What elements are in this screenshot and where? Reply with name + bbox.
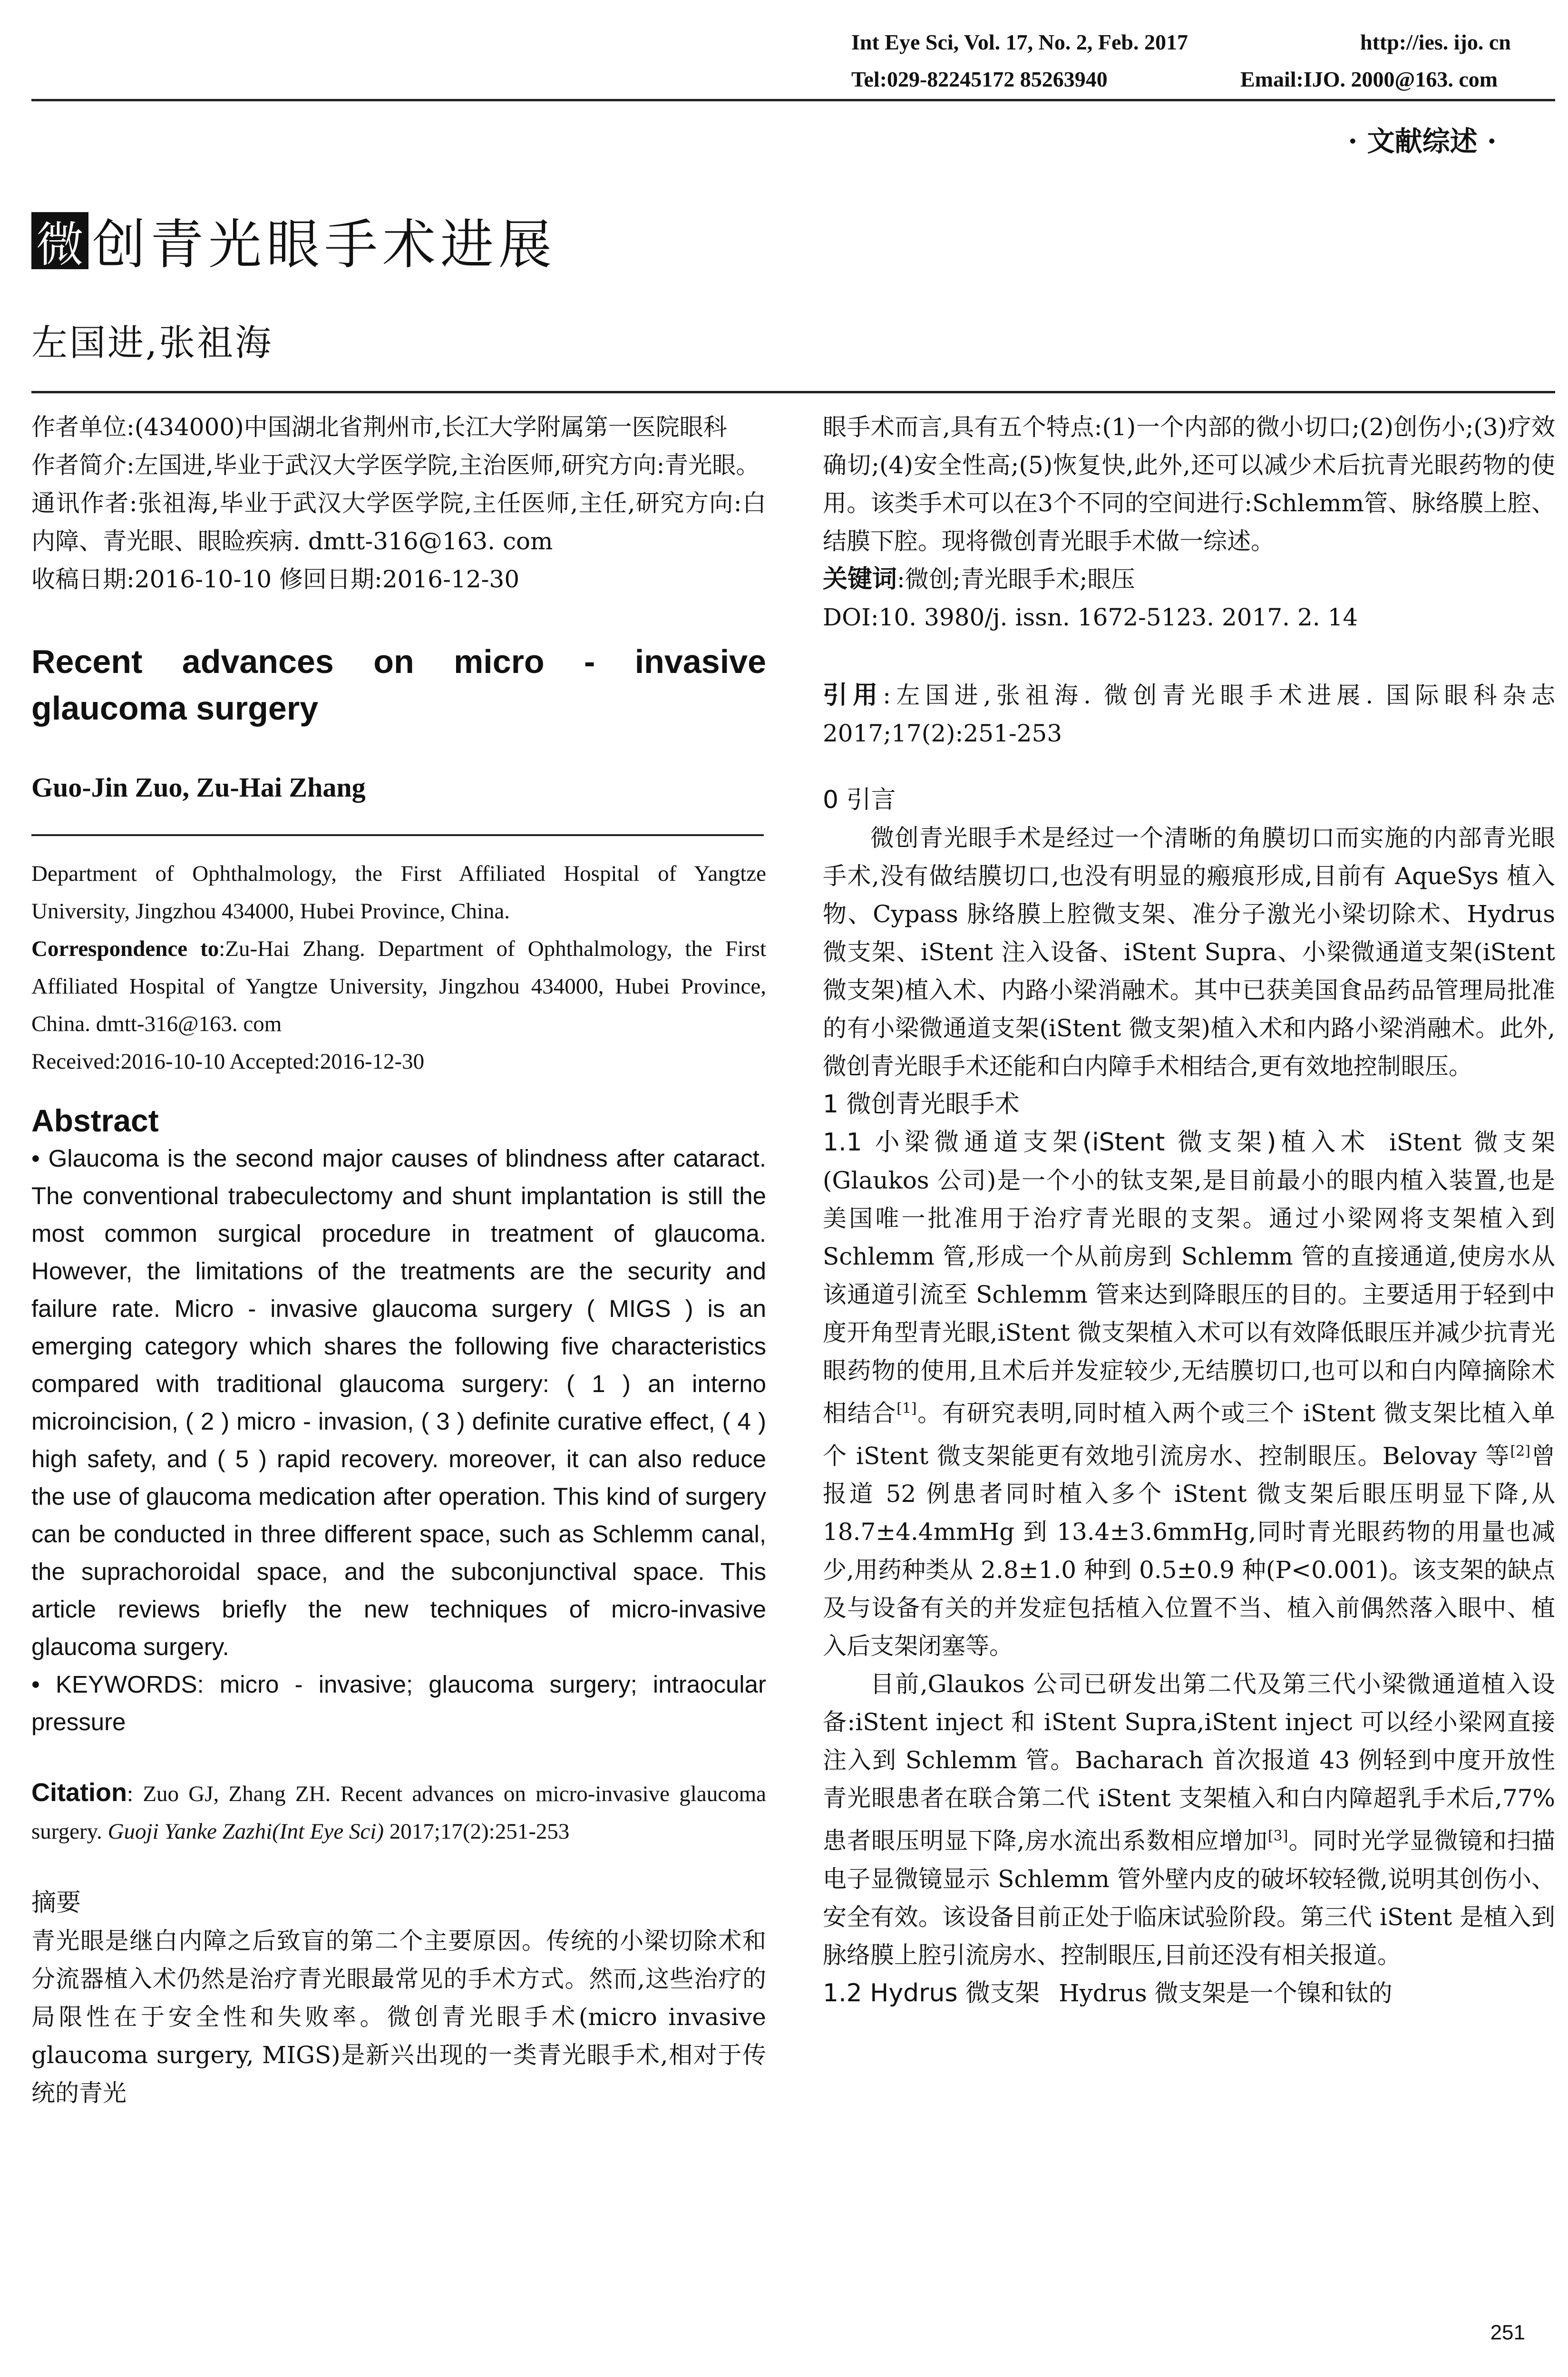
title-rule [31,391,1555,393]
citation-label-cn: 引用 [823,681,883,710]
article-title [31,202,556,279]
citation-label: Citation [31,1778,127,1807]
chinese-abstract-right: 眼手术而言,具有五个特点:(1)一个内部的微小切口;(2)创伤小;(3)疗效确切;(4)安全性高;(5)恢复快,此外,还可以减少术后抗青光眼药物的使用。该类手术可以在3个不同的空间进行:Schlemm管、脉络膜上腔、结膜下腔。现将微创青光眼手术做一综述。 [823,413,1555,555]
chinese-abstract-left: 青光眼是继白内障之后致盲的第二个主要原因。传统的小梁切除术和分流器植入术仍然是治疗青光眼最常见的手术方式。然而,这些治疗的局限性在于安全性和失败率。微创青光眼手术(micro invasive glaucoma surgery, MIGS)是新兴出现的一类青光眼手术,相对于传统的青光 [31,1927,767,2107]
abstract-text: • Glaucoma is the second major causes of blindness after cataract. The conventional trabeculectomy and shunt implantation is still the most common surgical procedure in treatment of glaucoma. However, the limitations of the treatments are the security and failure rate. Micro - invasive glaucoma surgery ( MIGS ) is an emerging category which shares the following five characteristics compared with traditional glaucoma surgery: ( 1 ) an interno microincision, ( 2 ) micro - invasion, ( 3 ) definite curative effect, ( 4 ) high safety, and ( 5 ) rapid recovery. moreover, it can also reduce the use of glaucoma medication after operation. This kind of surgery can be conducted in three different space, such as Schlemm canal, the suprachoroidal space, and the subconjunctival space. This article reviews briefly the new techniques of micro-invasive glaucoma surgery. [31,1145,766,1660]
intro-paragraph: 微创青光眼手术是经过一个清晰的角膜切口而实施的内部青光眼手术,没有做结膜切口,也没有明显的瘢痕形成,目前有 AqueSys 植入物、Cypass 脉络膜上腔微支架、准分子激光小梁切除术、Hydrus 微支架、iStent 注入设备、iStent Supra、小梁微通道支架(iStent 微支架)植入术、内路小梁消融术。其中已获美国食品药品管理局批准的有小梁微通道支架(iStent 微支架)植入术和内路小梁消融术。此外,微创青光眼手术还能和白内障手术相结合,更有效地控制眼压。 [823,824,1555,1080]
english-dates: Received:2016-10-10 Accepted:2016-12-30 [31,1049,425,1074]
abstract-heading: Abstract [31,1103,159,1138]
keywords-cn: :微创;青光眼手术;眼压 [897,565,1135,593]
header-rule [31,99,1555,101]
correspondence-text: :Zu-Hai Zhang. Department of Ophthalmology, the First Affiliated Hospital of Yangtze University, Jingzhou 434000, Hubei Province, China. dmtt-316@163. com [31,936,766,1036]
journal-phone: Tel:029-82245172 85263940 [851,67,1108,91]
citation-text-b: 2017;17(2):251-253 [384,1819,570,1844]
english-correspondence [31,930,766,1043]
section12-paragraph [823,1974,1555,2012]
received-dates-cn: 收稿日期:2016-10-10 修回日期:2016-12-30 [31,565,520,593]
citation-journal: Guoji Yanke Zazhi(Int Eye Sci) [107,1819,384,1844]
english-title-line1: Recent advances on micro - invasive [31,643,766,680]
ref-2: [2] [1510,1442,1530,1460]
chinese-abstract-heading: 摘要 [31,1889,81,1917]
section11-text-c: 曾报道 52 例患者同时植入多个 iStent 微支架后眼压明显下降,从 18.7±4.4mmHg 到 13.4±3.6mmHg,同时青光眼药物的用量也减少,用药种类从 2.8±1.0 种到 0.5±0.9 种(P<0.001)。该支架的缺点及与设备有关的并发症包括植入位置不当、植入前偶然落入眼中、植入后支架闭塞等。 [823,1442,1556,1660]
journal-url: http://ies. ijo. cn [1360,30,1511,54]
citation-cn: :左国进,张祖海. 微创青光眼手术进展. 国际眼科杂志 2017;17(2):251-253 [823,682,1555,747]
section11-paragraph1 [823,1123,1555,1665]
section11-heading: 1.1 小梁微通道支架(iStent 微支架)植入术 [823,1128,1370,1157]
corresponding-author: 通讯作者:张祖海,毕业于武汉大学医学院,主任医师,主任,研究方向:白内障、青光眼、眼睑疾病. dmtt-316@163. com [31,489,766,555]
intro-heading: 0 引言 [823,786,896,814]
title-text: 创青光眼手术进展 [92,214,556,276]
section-tag: · 文献综述 · [1348,125,1497,157]
authors-cn: 左国进,张祖海 [31,321,273,364]
english-department: Department of Ophthalmology, the First Affiliated Hospital of Yangtze University, Jingzhou 434000, Hubei Province, China. [31,861,766,924]
section11-text-a: iStent 微支架(Glaukos 公司)是一个小的钛支架,是目前最小的眼内植入装置,也是美国唯一批准用于治疗青光眼的支架。通过小梁网将支架植入到 Schlemm 管,形成一个从前房到 Schlemm 管的直接通道,使房水从该通道引流至 Schlemm 管来达到降眼压的目的。主要适用于轻到中度开角型青光眼,iStent 微支架植入术可以有效降低眼压并减少抗青光眼药物的使用,且术后并发症较少,无结膜切口,也可以和白内障摘除术相结合 [823,1129,1555,1427]
ref-1: [1] [896,1400,917,1417]
keywords-label-cn: 关键词 [823,565,897,594]
title-boxed-char: 微 [31,212,88,269]
citation-text-a: : Zuo GJ, Zhang ZH. Recent advances on micro-invasive glaucoma surgery. [31,1782,766,1844]
section1-heading: 1 微创青光眼手术 [823,1090,1020,1119]
section12-heading: 1.2 Hydrus 微支架 [823,1978,1040,2007]
section11-p2-text-a: 目前,Glaukos 公司已研发出第二代及第三代小梁微通道植入设备:iStent inject 和 iStent Supra,iStent inject 可以经小梁网直接注入到 Schlemm 管。Bacharach 首次报道 43 例轻到中度开放性青光眼患者在联合第二代 iStent 支架植入和白内障超乳手术后,77% 患者眼压明显下降,房水流出系数相应增加 [823,1670,1555,1855]
chinese-keywords [823,560,1555,598]
chinese-citation [823,676,1555,752]
author-profile: 作者简介:左国进,毕业于武汉大学医学院,主治医师,研究方向:青光眼。 [31,451,760,479]
right-column [823,408,1555,2012]
ref-3: [3] [1267,1828,1288,1845]
section11-p2-text-b: 。同时光学显微镜和扫描电子显微镜显示 Schlemm 管外壁内皮的破坏较轻微,说明其创伤小、安全有效。该设备目前正处于临床试验阶段。第三代 iStent 是植入到脉络膜上腔引流房水、控制眼压,目前还没有相关报道。 [823,1827,1555,1969]
english-authors: Guo-Jin Zuo, Zu-Hai Zhang [31,772,366,803]
doi: DOI:10. 3980/j. issn. 1672-5123. 2017. 2. 14 [823,604,1358,631]
correspondence-label: Correspondence to [31,936,219,961]
section12-text: Hydrus 微支架是一个镍和钛的 [1059,1979,1393,2007]
english-title-line2: glaucoma surgery [31,690,318,727]
page-number: 251 [1490,2321,1525,2344]
english-title [31,638,766,731]
journal-email: Email:IJO. 2000@163. com [1240,67,1498,91]
english-keywords: • KEYWORDS: micro - invasive; glaucoma surgery; intraocular pressure [31,1671,766,1735]
section11-paragraph2 [823,1665,1555,1974]
english-citation [31,1774,766,1851]
left-column [31,408,766,2112]
journal-info: Int Eye Sci, Vol. 17, No. 2, Feb. 2017 [851,30,1188,54]
affiliation-unit: 作者单位:(434000)中国湖北省荆州市,长江大学附属第一医院眼科 [31,413,727,441]
section11-text-b: 。有研究表明,同时植入两个或三个 iStent 微支架比植入单个 iStent 微支架能更有效地引流房水、控制眼压。Belovay 等 [823,1399,1556,1470]
